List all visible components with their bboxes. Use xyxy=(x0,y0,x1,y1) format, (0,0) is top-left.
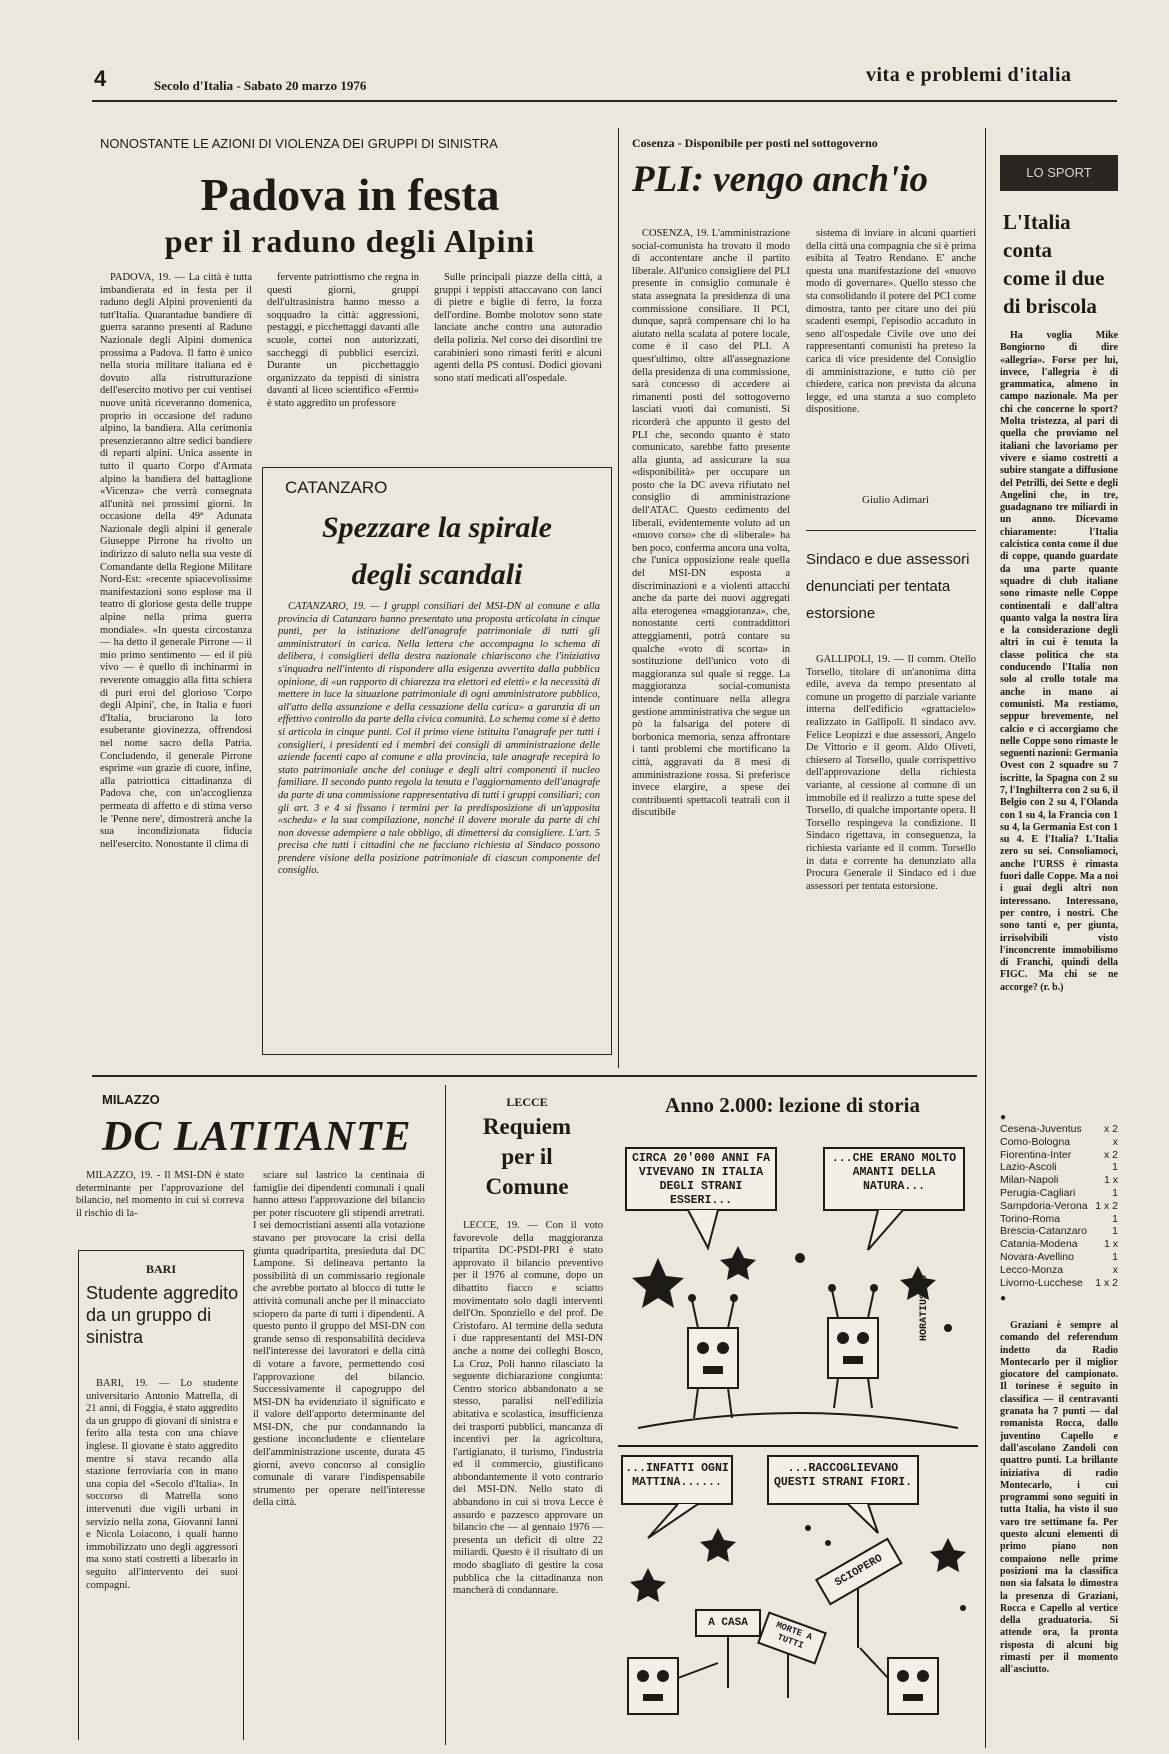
robot-creature-icon xyxy=(628,1658,718,1714)
bubble-tail-3 xyxy=(648,1504,698,1538)
sign-a-casa: A CASA xyxy=(708,1617,748,1629)
pli-kicker: Cosenza - Disponibile per posti nel sottogoverno xyxy=(632,136,878,150)
column-rule xyxy=(618,128,619,1068)
result-sign: x xyxy=(1112,1263,1118,1276)
result-sign: 1 xyxy=(1112,1225,1118,1238)
result-sign: 1 xyxy=(1112,1161,1118,1174)
sport-tag: LO SPORT xyxy=(1000,155,1118,191)
result-sign: 1 x xyxy=(1103,1174,1118,1187)
cartoon-caption-3: ...INFATTI OGNI MATTINA...... xyxy=(625,1462,729,1489)
ground-line xyxy=(638,1413,958,1428)
milazzo-col-2: sciare sul lastrico la centinaia di famiglie dei dipendenti comunali i quali hanno atteso l'approvazione del bilancio per poter riscuotere gli stipendi arretrati. I sei democristiani assenti alla votazione stavano per provocare la crisi della giunta quadripartita, presieduta dal DC Lampone. Si delineava pertanto la possibilità di un commissario regionale che avrebbe portato al blocco di tutte le attività comunali anche per il minacciato sciopero da parte di tutti i dipendenti. A questo punto il gruppo del MSI-DN con grande senso di responsabilità decideva nell'interesse dei lavoratori e della città di votare a favore, permettendo così l'approvazione del bilancio. Successivamente il capogruppo del MSI-DN ha evidenziato il significato e il valore dell'apporto determinante del MSI-DN, che pur condannando la gestione inconcludente e clientelare dell'amministrazione uscente, durata 45 giorni, avevo concorso al consiglio comunale di varare l'indispensabile strumento per operare nell'interesse della città. xyxy=(253,1170,425,1509)
milazzo-kicker: MILAZZO xyxy=(102,1092,160,1107)
pli-title: PLI: vengo anch'io xyxy=(632,159,928,200)
sport-body-2: Graziani è sempre al comando del referendum indetto da Radio Montecarlo per il miglior giocatore del campionato. Il torinese è seguito in classifica — il centravanti granata ha 7 punti — dal romanista Rocca, dallo juventino Capello e dall'ascolano Zandoli con quattro punti. La brillante iniziativa di radio Montecarlo, i cui programmi sono seguiti in tutta Italia, ha visto il suo varo tre settimane fa. Per questo alcuni elementi di primo piano non compaiono nelle prime posizioni ma la classifica non sia falsata lo dimostra la presenza di Graziani, Rocca e Capello al vertice della graduatoria. Si attende ora, la pronta risposta di alcuni big rimasti per il momento all'asciutto. xyxy=(1000,1320,1118,1676)
pli-col-1: COSENZA, 19. L'amministrazione social-comunista ha trovato il modo di accontentare anche il partito liberale. All'unico consigliere del PLI presente in consiglio comunale è stata assegnata la presidenza di una commissione consiliare. Il PCI, dunque, saprà compensare chi lo ha aiutato nella scalata al potere locale, come è il caso del PLI. A quest'ultimo, oltre all'assegnazione della presidenza di una commissione, sarà concesso di accedere ai rimanenti posti del sottogoverno lasciati vuoti dai comunisti. Si ricorderà che appunto il gesto del PLI che, secondo quanto è stato comunicato, sarebbe fatto presente alla giunta, ad assicurare la sua «disponibilità» per occupare un posto che la DC aveva rifiutato nel consiglio di amministrazione dell'ATAC. Questo cedimento del liberali, evidentemente voluto ad un «nuovo corso» che di «liberale» ha ben poco, conferma ancora una volta, che l'unica opposizione reale quella del MSI-DN esposta a discriminazioni e a violenti attacchi anche da parte dei nuovi aggregati alla eterogenea «maggioranza», che, nonostante certi contraddittori atteggiamenti, potrà contare su qualche «voto di scorta» in sostituzione dell'unico voto di maggioranza sul quale si regge. La maggioranza social-comunista intende continuare nella allegra gestione amministrativa che segue un pò la falsariga del potere di borbonica memoria, senza affrontare i tanti problemi che mortificano la città, aggravati da 8 mesi di amministrazione rossa. Si preferisce invece elargire, a spese dei contribuenti spettacoli teatrali con il discutibile xyxy=(632,228,790,819)
milazzo-title: DC LATITANTE xyxy=(102,1114,412,1160)
result-sign: x 2 xyxy=(1103,1148,1118,1161)
paper-date: Secolo d'Italia - Sabato 20 marzo 1976 xyxy=(154,78,367,93)
bari-title: Studente aggredito da un gruppo di sinistra xyxy=(86,1283,239,1347)
result-match: Lazio-Ascoli xyxy=(1000,1161,1057,1174)
result-sign: 1 xyxy=(1112,1250,1118,1263)
padova-title-2: per il raduno degli Alpini xyxy=(164,223,536,259)
sindaco-body: GALLIPOLI, 19. — Il comm. Otello Torsello, titolare di un'anonima ditta edile, aveva da tempo presentato al comune un progetto di parziale variante interna dell'edificio «grattacielo» realizzato in Gallipoli. Il sindaco avv. Felice Leopizzi e due assessori, Angelo De Vittorio e il geom. Aldo Oliveti, chiesero al Torsello, quale corrispettivo dell'approvazione della richiesta variante, al cessione al comune di un immobile ed il realizzo a tutte spese del Torsello, di qualche importante opera. Il Torsello respingeva la condizione. Il Sindaco rigettava, in conseguenza, la richiesta variante ed il comm. Torsello in data e corrente ha denunziato alla Procura Generale il Sindaco ed i due assessori per tentata estorsione. xyxy=(806,654,976,892)
result-match: Torino-Roma xyxy=(1000,1212,1061,1225)
result-match: Livorno-Lucchese xyxy=(1000,1276,1083,1289)
pli-col-2: sistema di inviare in alcuni quartieri della città una compagnia che si è prima esibita al Teatro Rendano. E' anche questa una manifestazione del «nuovo modo di governare». Quello stesso che sta consolidando il potere del PCI come dimostra, tanto per citare uno dei più scadenti esempi, l'episodio accaduto in seno all'ospedale Civile ove uno dei rappresentanti comunisti ha preteso la carica di vice presidente del Consiglio di amministrazione, e tutto ciò per chiedere, carica non prevista da alcuna legge, ed una stanza a suo completo dispositione. xyxy=(806,228,976,416)
masthead-rule xyxy=(92,100,1117,102)
cartoon-signature: HORATIUS 76 xyxy=(919,1275,930,1342)
result-match: Brescia-Catanzaro xyxy=(1000,1225,1087,1238)
sign-morte: MORTE A TUTTI xyxy=(774,1620,814,1652)
catanzaro-body: CATANZARO, 19. — I gruppi consiliari del MSI-DN al comune e alla provincia di Catanzaro hanno presentato una proposta articolata in cinque punti, per la istituzione dell'anagrafe patrimoniale di tutti gli amministratori in carica. Nella lettera che accompagna lo schema di delibera, i consiglieri della destra nazionale chiariscono che l'iniziativa s'inquadra nell'intento di rispondere alla esigenza avvertita dalla pubblica opinione, di «un rapporto di chiarezza tra elettori ed eletti» e la necessità di mettere in luce la situazione patrimoniale di ogni amministratore pubblico, all'atto della assunzione e della cessazione della carica» a garanzia di un effettivo controllo da parte della civica comunità. Lo schema come si è detto si articola in cinque punti. Col il primo viene istituita l'anagrafe per tutti i consiglieri, i presidenti ed i membri dei consigli di amministrazione delle aziende facenti capo al comune e alla provincia, tale anagrafe recepirà lo stato patrimoniale anche del coniuge e degli altri componenti il nucleo familiare. Il secondo punto regola la tenuta e l'aggiornamento dell'anagrafe da parte di una commissione rappresentativa di tutti i gruppi consiliari; con gli art. 3 e 4 si fissano i termini per la predisposizione di un'apposita «scheda» e la sua compilazione, nonché il dovere morale da parte di chi non dovesse adempiere a tale obbligo, di dimettersi da consigliere. L'art. 5 precisa che tutti i cittadini che ne facciano richiesta al Sindaco possono prendere visione della posizione patrimoniale di ciascun componente del consiglio. xyxy=(278,601,600,877)
sport-body-1: Ha voglia Mike Bongiorno di dire «allegria». Forse per lui, invece, l'allegria è di grammatica, almeno in campo nazionale. Ma per chi che concerne lo sport? Molta tristezza, al pari di quella che proviamo nel italiani che lavoriamo per vivere e siamo costretti a subire stangate a diffusione del Petrilli, dei Sette e degli Angelini che, in tre, guadagnano tre miliardi in un anno. Dicevamo chiaramente: l'Italia calcistica conta come il due di coppe, quando guardate da una parte quante squadre di club italiane sono rimaste nelle Coppe continentali e dall'altra quanto valga la nostra lira e la considerazione degli altri in cui è tenuta la classe politica che sta conducendo l'Italia non solo al crollo totale ma anche in mano ai comunisti. Ma restiamo, seppur brevemente, nel calcio e ci accorgiamo che nelle Coppe sono rimaste le seguenti nazioni: Germania Ovest con 2 squadre su 7 iscritte, la Spagna con 2 su 7, l'Inghilterra con 2 su 6, il Belgio con 2 su 4, l'Olanda con 1 su 4, la Francia con 1 su 4, la Germania Est con 1 su 4. E l'Italia? L'Italia zero su sei. Consoliamoci, anche l'URSS è rimasta fuori dalle Coppe. Ma a noi i guai degli altri non interessano. Interessano, per contro, i nostri. Che sono tanti e, per giunta, irrisolvibili visto l'inconcrente immobilismo di Franchi, quindi della FIGC. Ma chi se ne accorge? (r. b.) xyxy=(1000,330,1118,993)
result-match: Milan-Napoli xyxy=(1000,1174,1059,1187)
robot-creature-icon xyxy=(688,1294,738,1418)
sport-title-line-1: L'Italia xyxy=(1003,210,1071,234)
lecce-title-line-1: Requiem xyxy=(482,1114,572,1139)
sport-column-rule xyxy=(985,128,986,1748)
sport-title-line-4: di briscola xyxy=(1003,294,1097,318)
catanzaro-kicker: CATANZARO xyxy=(285,478,388,497)
cartoon-caption-1: CIRCA 20'000 ANNI FA VIVEVANO IN ITALIA DEGLI STRANI ESSERI... xyxy=(631,1152,771,1207)
moon-icon xyxy=(944,1324,952,1332)
star-icon xyxy=(632,1258,684,1308)
page-number: 4 xyxy=(94,66,107,91)
moon-icon xyxy=(795,1253,805,1263)
lecce-title-line-3: Comune xyxy=(485,1174,569,1199)
result-match: Como-Bologna xyxy=(1000,1135,1071,1148)
result-sign: 1 x xyxy=(1103,1238,1118,1251)
column-rule xyxy=(445,1085,446,1745)
result-match: Catania-Modena xyxy=(1000,1238,1078,1251)
result-row xyxy=(1000,1149,1118,1162)
padova-col-2: fervente patriottismo che regna in questi giorni, gruppi dell'ultrasinistra hanno messo a soqquadro la città: aggressioni, pestaggi, e picchettaggi davanti alle scuole, cortei non autorizzati, saccheggi di pubblici esercizi. Durante un picchettaggio organizzato da teppisti di sinistra davanti al liceo scientifico «Fermi» è stato aggredito un professore xyxy=(267,272,419,409)
lecce-title-line-2: per il xyxy=(501,1144,553,1169)
result-sign: x xyxy=(1112,1135,1118,1148)
result-row xyxy=(1000,1264,1118,1277)
bubble-tail-2 xyxy=(868,1210,903,1250)
result-row xyxy=(1000,1251,1118,1264)
result-row xyxy=(1000,1161,1118,1174)
star-icon xyxy=(930,1538,966,1572)
star-icon xyxy=(720,1246,756,1280)
padova-title-1: Padova in festa xyxy=(200,169,500,220)
cartoon-caption-2: ...CHE ERANO MOLTO AMANTI DELLA NATURA... xyxy=(831,1152,957,1193)
robot-creature-icon xyxy=(828,1284,878,1408)
result-row xyxy=(1000,1187,1118,1200)
lower-section-rule xyxy=(92,1075,977,1077)
milazzo-col-1: MILAZZO, 19. - Il MSI-DN è stato determinante per l'approvazione del bilancio, nel momento in cui si correva il rischio di la- xyxy=(76,1170,244,1219)
result-row xyxy=(1000,1136,1118,1149)
bubble-tail-1 xyxy=(688,1210,718,1248)
cartoon-drawing xyxy=(618,1128,978,1748)
section-title: vita e problemi d'italia xyxy=(866,64,1072,86)
result-row xyxy=(1000,1225,1118,1238)
lecce-body: LECCE, 19. — Con il voto favorevole della maggioranza tripartita DC-PSDI-PRI è stato approvato il bilancio preventivo per il 1976 al comune, dopo un dibattito fiacco e sciatto movimentato solo dagli interventi dell'On. Sponziello e del prof. De Cristofaro. Al termine della seduta i due rappresentanti del MSI-DN anche a nome dei colleghi Bosco, La Cruz, Poli hanno rilasciato la seguente dichiarazione congiunta: Centro storico abbandonato a se stesso, paralisi nell'edilizia abitativa e scolastica, insufficienza dei trasporti pubblici, mancanza di incentivi per la agricoltura, l'artigianato, il turismo, l'industria ed il commercio, giustificano abbondantemente il voto contrario del MSI-DN. Nello stato di abbandono in cui si trova Lecce è assurdo e pazzesco approvare un bilancio che — al gennaio 1976 — presenta un deficit di oltre 22 miliardi. Questo è il risultato di un modo sbagliato di gestire la cosa pubblica che la cittadinanza non mancherà di condannare. xyxy=(453,1220,603,1597)
result-row xyxy=(1000,1174,1118,1187)
cartoon-caption-4: ...RACCOGLIEVANO QUESTI STRANI FIORI. xyxy=(773,1462,913,1489)
catanzaro-title-1: Spezzare la spirale xyxy=(321,511,552,544)
result-sign: 1 x 2 xyxy=(1095,1199,1118,1212)
bari-body: BARI, 19. — Lo studente universitario Antonio Matrella, di 21 anni, di Foggia, è stato aggredito da un gruppo di giovani di sinistra e ferito alla testa con una chiave inglese. Il giovane è stato aggredito mentre si stava recando alla stazione ferroviaria con in mano una copia del «Secolo d'Italia». In soccorso di Matrella sono intervenuti due vigili urbani in servizio nella zona, Giovanni Ianni e Nicola Loiacono, i quali hanno immobilizzato uno degli aggressori ma sono stati costretti a liberarlo in seguito all'intervento dei suoi compagni. xyxy=(86,1378,238,1591)
sindaco-title: Sindaco e due assessori denunciati per tentata estorsione xyxy=(806,551,970,622)
lecce-title xyxy=(452,1112,602,1202)
result-row xyxy=(1000,1123,1118,1136)
result-row xyxy=(1000,1277,1118,1290)
lecce-kicker: LECCE xyxy=(506,1095,548,1109)
sport-title xyxy=(1003,208,1118,320)
result-match: Lecco-Monza xyxy=(1000,1263,1064,1276)
result-sign: x 2 xyxy=(1103,1123,1118,1135)
cartoon-area xyxy=(618,1128,978,1748)
robot-creature-icon xyxy=(860,1648,938,1714)
result-sign: 1 xyxy=(1112,1186,1118,1199)
sport-title-line-3: come il due xyxy=(1003,266,1105,290)
sign-sciopero: SCIOPERO xyxy=(833,1552,885,1590)
cartoon-title: Anno 2.000: lezione di storia xyxy=(665,1093,920,1117)
result-match: Perugia-Cagliari xyxy=(1000,1186,1076,1199)
sport-title-line-2: conta xyxy=(1003,238,1052,262)
result-match: Fiorentina-Inter xyxy=(1000,1148,1072,1161)
padova-kicker: NONOSTANTE LE AZIONI DI VIOLENZA DEI GRUPPI DI SINISTRA xyxy=(100,136,498,151)
catanzaro-title-2: degli scandali xyxy=(351,558,523,591)
result-row xyxy=(1000,1213,1118,1226)
star-icon xyxy=(700,1528,736,1562)
star-icon xyxy=(630,1568,666,1602)
result-match: Cesena-Juventus xyxy=(1000,1123,1082,1135)
padova-col-3: Sulle principali piazze della città, a gruppi i teppisti attaccavano con lanci di pietre e biglie di ferro, la forza dell'ordine. Bombe molotov sono state lanciate anche contro una autoradio della polizia. Nel corso dei disordini tre carabinieri sono rimasti feriti e alcuni agenti della PS contusi. Dodici giovani sono stati medicati all'ospedale. xyxy=(434,272,602,384)
result-match: Novara-Avellino xyxy=(1000,1250,1074,1263)
bari-kicker: BARI xyxy=(145,1262,176,1276)
result-row xyxy=(1000,1238,1118,1251)
bubble-tail-4 xyxy=(848,1504,878,1533)
sindaco-top-rule xyxy=(806,530,976,531)
result-sign: 1 x 2 xyxy=(1095,1276,1118,1289)
result-sign: 1 xyxy=(1112,1212,1118,1225)
padova-col-1: PADOVA, 19. — La città è tutta imbandierata ed in festa per il raduno degli Alpini provenienti da tutt'Italia. Quarantadue bandiere di guerra saranno presenti al Raduno Nazionale degli Alpini domenica prossima a Padova. Il fatto è unico nella storia militare italiana ed è dovuto alla ristrutturazione dell'esercito motivo per cui ventisei nuove unità riceveranno domenica, proprio in occasione del raduno alpino, la bandiera. Alla cerimonia presenzieranno altre sedici bandiere di reparti alpini. Unica assente in tutto il quarto Corpo d'Armata alpino la bandiera del battaglione «Vicenza» che verrà consegnata all'unità nei prossimi giorni. In occasione della 49ª Adunata Nazionale degli alpini il generale Giuseppe Pirrone ha rivolto un indirizzo di saluto nella sua veste di Comandante della Regione Militare Nord-Est: «recente spiacevolissime manifestazioni sono esplose ma il teatro di gloriose gesta delle truppe alpine nella prima guerra mondiale». «In questa circostanza — ha detto il generale Pirrone — il mio primo sentimento — ed il più vivo — è quello di inchinarmi in reverente omaggio alla fitta schiera di puri eroi del glorioso 'Corpo degli Alpini', che, in Italia e fuori d'Italia, bruciarono la loro esuberante giovinezza, offrendosi nel nome sacro della Patria. Concludendo, il generale Pirrone esprime «un grazie di cuore, infine, alla patriottica cittadinanza di Padova che, con un'accoglienza permeata di affetto e di stima verso le 'Penne nere', dimostrerà anche la sua incondizionata fiducia nell'esercito. Nonostante il clima di xyxy=(100,272,252,850)
results-list: ● Cesena-Juventus x 2 Como-Bologna x Fiorentina-Inter x 2 Lazio-Ascoli 1 Milan-Napoli 1 x Perugia-Cagliari 1 Sampdoria-Verona 1 x 2 Torino-Roma 1 Brescia-Catanzaro 1 Catania-Modena 1 x Novara-Avellino 1 Lecco-Monza x Livorno-Lucchese 1 x 2 ● xyxy=(1000,1112,1118,1305)
result-row xyxy=(1000,1200,1118,1213)
pli-signature: Giulio Adimari xyxy=(862,494,929,506)
result-match: Sampdoria-Verona xyxy=(1000,1199,1088,1212)
